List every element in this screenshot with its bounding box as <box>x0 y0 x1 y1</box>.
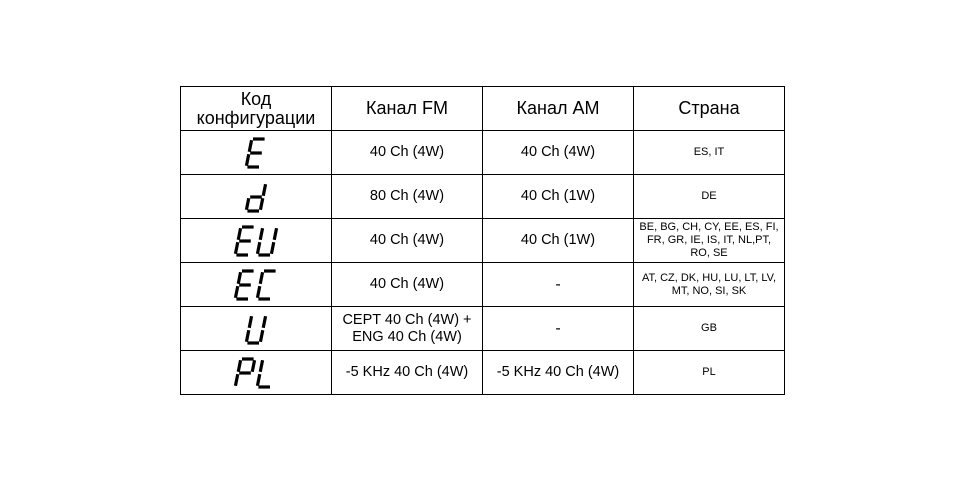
segment-b <box>252 360 254 372</box>
table-row <box>181 263 785 307</box>
fm-channel-cell: 40 Ch (4W) <box>332 131 483 175</box>
table-row <box>181 351 785 395</box>
seven-segment-code <box>226 222 286 260</box>
segment-f <box>249 140 251 152</box>
fm-channel-cell: 40 Ch (4W) <box>332 263 483 307</box>
header-fm-channel: Канал FM <box>332 87 483 131</box>
country-cell: BE, BG, CH, CY, EE, ES, FI, FR, GR, IE, IS, IT, NL,PT, RO, SE <box>634 219 785 263</box>
segment-e <box>257 242 259 254</box>
country-cell: AT, CZ, DK, HU, LU, LT, LV, MT, NO, SI, SK <box>634 263 785 307</box>
header-country: Страна <box>634 87 785 131</box>
am-channel-cell: - <box>483 307 634 351</box>
segment-e <box>246 330 248 342</box>
segment-f <box>249 316 251 328</box>
segment-e <box>246 154 248 166</box>
seven-segment-code <box>226 354 286 392</box>
country-cell: ES, IT <box>634 131 785 175</box>
table-row <box>181 307 785 351</box>
table-row <box>181 219 785 263</box>
segment-b <box>263 184 265 196</box>
segment-f <box>260 360 262 372</box>
am-channel-cell: 40 Ch (1W) <box>483 219 634 263</box>
country-cell: DE <box>634 175 785 219</box>
configuration-table <box>180 86 785 395</box>
seven-segment-code <box>226 134 286 172</box>
segment-c <box>260 198 262 210</box>
segment-e <box>257 286 259 298</box>
segment-c <box>271 242 273 254</box>
am-channel-cell: - <box>483 263 634 307</box>
code-cell <box>181 175 332 219</box>
seven-segment-code <box>226 266 286 304</box>
segment-b <box>263 316 265 328</box>
am-channel-cell: 40 Ch (4W) <box>483 131 634 175</box>
segment-b <box>274 228 276 240</box>
segment-f <box>238 272 240 284</box>
header-am-channel: Канал AM <box>483 87 634 131</box>
fm-channel-cell: 80 Ch (4W) <box>332 175 483 219</box>
header-row <box>181 87 785 131</box>
code-cell <box>181 307 332 351</box>
fm-channel-cell: -5 KHz 40 Ch (4W) <box>332 351 483 395</box>
seven-segment-code <box>226 178 286 216</box>
country-cell: GB <box>634 307 785 351</box>
segment-e <box>235 374 237 386</box>
segment-f <box>260 272 262 284</box>
country-cell: PL <box>634 351 785 395</box>
segment-e <box>235 286 237 298</box>
fm-channel-cell: CEPT 40 Ch (4W) + ENG 40 Ch (4W) <box>332 307 483 351</box>
segment-c <box>260 330 262 342</box>
table-row <box>181 175 785 219</box>
segment-f <box>238 360 240 372</box>
code-cell <box>181 351 332 395</box>
segment-f <box>238 228 240 240</box>
am-channel-cell: -5 KHz 40 Ch (4W) <box>483 351 634 395</box>
segment-f <box>260 228 262 240</box>
segment-e <box>246 198 248 210</box>
fm-channel-cell: 40 Ch (4W) <box>332 219 483 263</box>
table-row <box>181 131 785 175</box>
code-cell <box>181 263 332 307</box>
am-channel-cell: 40 Ch (1W) <box>483 175 634 219</box>
code-cell <box>181 219 332 263</box>
code-cell <box>181 131 332 175</box>
segment-e <box>257 374 259 386</box>
seven-segment-code <box>226 310 286 348</box>
header-code: Код конфигурации <box>181 87 332 131</box>
segment-e <box>235 242 237 254</box>
